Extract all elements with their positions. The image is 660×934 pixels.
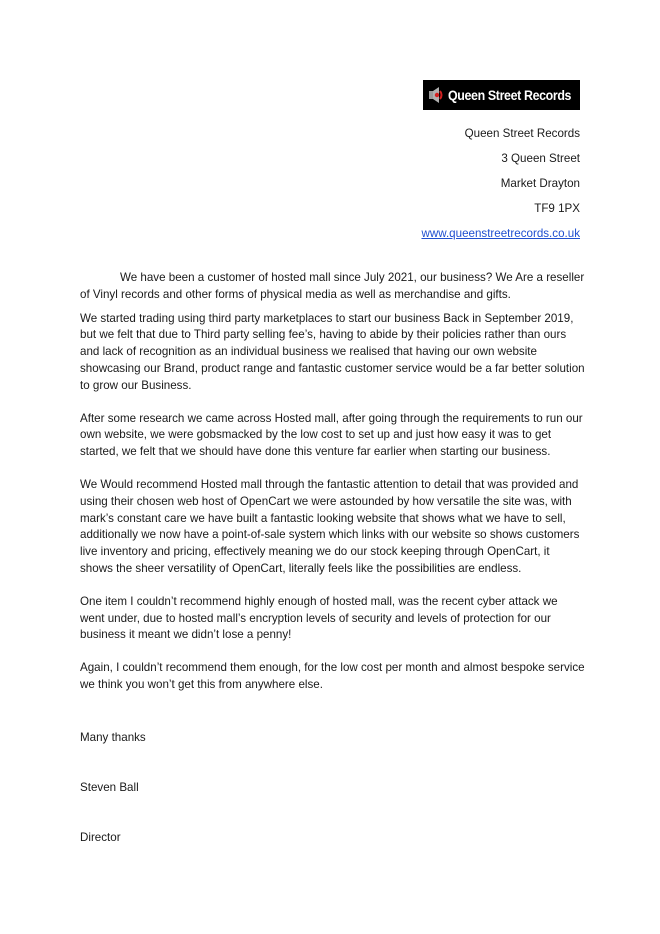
paragraph-intro: We have been a customer of hosted mall since July 2021, our business? We Are a reseller of Vinyl records and other forms of physical media as well as merchandise and gifts.	[80, 271, 585, 301]
company-logo	[423, 80, 580, 110]
paragraph-security: One item I couldn’t recommend highly enough of hosted mall, was the recent cyber attack we went under, due to hosted mall’s encryption levels of security and levels of protection for our business it meant we didn’t lose a penny!	[80, 594, 558, 642]
signoff: Many thanks	[80, 731, 146, 744]
record-speaker-icon	[429, 86, 444, 104]
address-street: 3 Queen Street	[501, 152, 580, 165]
sender-address	[421, 121, 580, 246]
letter-body	[80, 270, 585, 694]
address-company: Queen Street Records	[464, 127, 580, 140]
paragraph-history: We started trading using third party marketplaces to start our business Back in September 2019, but we felt that due to Third party selling fee’s, having to abide by their policies rather than ours and lack of recognition as an individual business we realised that having our own website showcasing our Brand, product range and fantastic customer service would be a far better solution to grow our Business.	[80, 311, 585, 392]
paragraph-discovery: After some research we came across Hosted mall, after going through the requirements to run our own website, we were gobsmacked by the low cost to set up and just how easy it was to get started, we felt that we should have done this venture far earlier when starting our business.	[80, 411, 583, 459]
logo-text: Queen Street Records	[448, 87, 572, 103]
address-postcode: TF9 1PX	[534, 202, 580, 215]
address-town: Market Drayton	[500, 177, 580, 190]
paragraph-summary: Again, I couldn’t recommend them enough, for the low cost per month and almost bespoke service we think you won’t get this from anywhere else.	[80, 661, 585, 691]
signatory-title: Director	[80, 831, 121, 844]
signatory-name: Steven Ball	[80, 781, 139, 794]
paragraph-recommendation: We Would recommend Hosted mall through the fantastic attention to detail that was provided and using their chosen web host of OpenCart we were astounded by how versatile the site was, with mark’s constant care we have built a fantastic looking website that shows what we have to sell, additionally we now have a point-of-sale system which links with our website so shows customers live inventory and pricing, effectively meaning we do our stock keeping through OpenCart, it shows the sheer versatility of OpenCart, literally feels like the possibilities are endless.	[80, 477, 580, 575]
website-link[interactable]: www.queenstreetrecords.co.uk	[421, 227, 580, 240]
